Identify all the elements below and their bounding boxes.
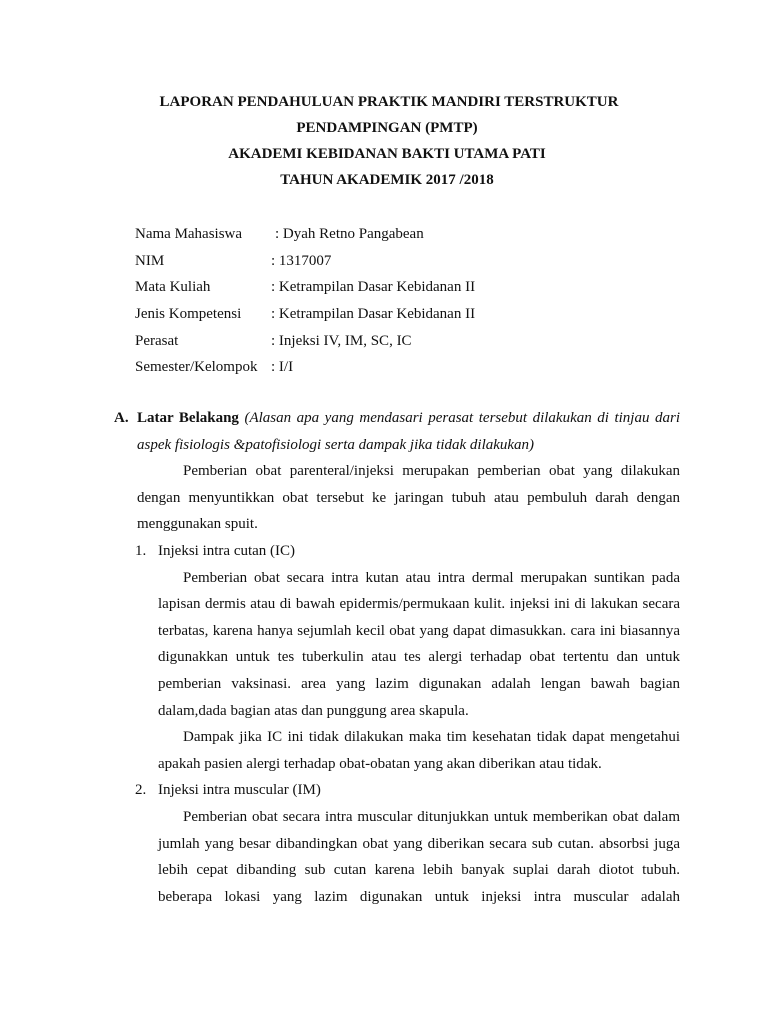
info-row-competency <box>135 304 655 331</box>
section-a-heading <box>114 408 680 435</box>
paragraph-line: Dampak jika IC ini tidak dilakukan maka tim kesehatan tidak dapat mengetahui <box>183 729 680 746</box>
title-line-3: AKADEMI KEBIDANAN BAKTI UTAMA PATI <box>228 146 546 162</box>
info-row-name <box>135 224 655 251</box>
document-body <box>114 408 680 913</box>
list-heading: Injeksi intra muscular (IM) <box>158 782 321 799</box>
info-label: Semester/Kelompok <box>135 359 258 376</box>
list-number: 2. <box>135 782 147 799</box>
list-heading: Injeksi intra cutan (IC) <box>158 542 296 559</box>
paragraph-line: Pemberian obat secara intra kutan atau intra dermal merupakan suntikan pada <box>183 569 680 586</box>
info-label: Nama Mahasiswa <box>135 226 243 242</box>
info-row-nim <box>135 251 655 278</box>
list-item-heading <box>114 541 680 568</box>
title-line-1: LAPORAN PENDAHULUAN PRAKTIK MANDIRI TERSTRUKTUR <box>159 94 619 110</box>
paragraph-line: dengan menyuntikkan obat tersebut ke jaringan tubuh atau pembuluh darah dengan <box>137 489 680 506</box>
section-marker: A. <box>114 410 129 426</box>
paragraph-line: dalam,dada bagian atas dan punggung area skapula. <box>158 702 469 719</box>
info-row-semester <box>135 357 655 384</box>
info-value: : Dyah Retno Pangabean <box>275 226 424 242</box>
list-number: 1. <box>135 542 147 559</box>
info-label: Jenis Kompetensi <box>135 306 242 323</box>
info-label: Perasat <box>135 332 179 349</box>
paragraph-line: lebih cepat dibanding sub cutan karena lebih banyak suplai darah diotot tubuh. <box>158 862 680 879</box>
paragraph-line: beberapa lokasi yang lazim digunakan untuk injeksi intra muscular adalah <box>158 888 680 905</box>
paragraph-line: apakah pasien alergi terhadap obat-obatan yang akan diberikan atau tidak. <box>158 755 602 772</box>
section-subtitle-cont: aspek fisiologis &patofisiologi serta dampak jika tidak dilakukan) <box>137 436 535 453</box>
info-label: NIM <box>135 252 165 269</box>
info-value: : Injeksi IV, IM, SC, IC <box>271 332 412 349</box>
list-item-heading <box>114 780 680 807</box>
paragraph-line: menggunakan spuit. <box>137 516 258 533</box>
info-label: Mata Kuliah <box>135 279 211 296</box>
student-info <box>135 224 655 384</box>
paragraph-line: digunakkan untuk tes tuberkulin atau tes alergi terhadap obat tertentu dan untuk <box>158 649 680 666</box>
paragraph-line: terbatas, karena hanya sejumlah kecil obat yang dapat dimasukkan. cara ini biasannya <box>158 622 680 639</box>
paragraph-line: Pemberian obat secara intra muscular ditunjukkan untuk memberikan obat dalam <box>183 808 680 825</box>
info-value: : 1317007 <box>271 252 332 269</box>
info-value: : I/I <box>271 359 294 376</box>
title-line-2: PENDAMPINGAN (PMTP) <box>296 120 478 136</box>
paragraph-line: jumlah yang besar dibandingkan obat yang diberikan secara sub cutan. absorbsi juga <box>158 835 680 852</box>
info-row-procedure <box>135 331 655 358</box>
paragraph-line: pemberian vaksinasi. area yang lazim digunakan adalah lengan bawah bagian <box>158 675 680 692</box>
title-line-4: TAHUN AKADEMIK 2017 /2018 <box>280 172 494 188</box>
section-subtitle: (Alasan apa yang mendasari perasat tersebut dilakukan di tinjau dari <box>244 410 681 426</box>
paragraph-line: lapisan dermis atau di bawah epidermis/permukaan kulit. injeksi ini di lakukan secara <box>158 596 680 613</box>
info-value: : Ketrampilan Dasar Kebidanan II <box>271 306 476 323</box>
report-title <box>0 92 768 196</box>
paragraph-line: Pemberian obat parenteral/injeksi merupakan pemberian obat yang dilakukan <box>183 463 680 480</box>
info-value: : Ketrampilan Dasar Kebidanan II <box>271 279 476 296</box>
section-heading: Latar Belakang <box>137 410 239 426</box>
info-row-course <box>135 277 655 304</box>
